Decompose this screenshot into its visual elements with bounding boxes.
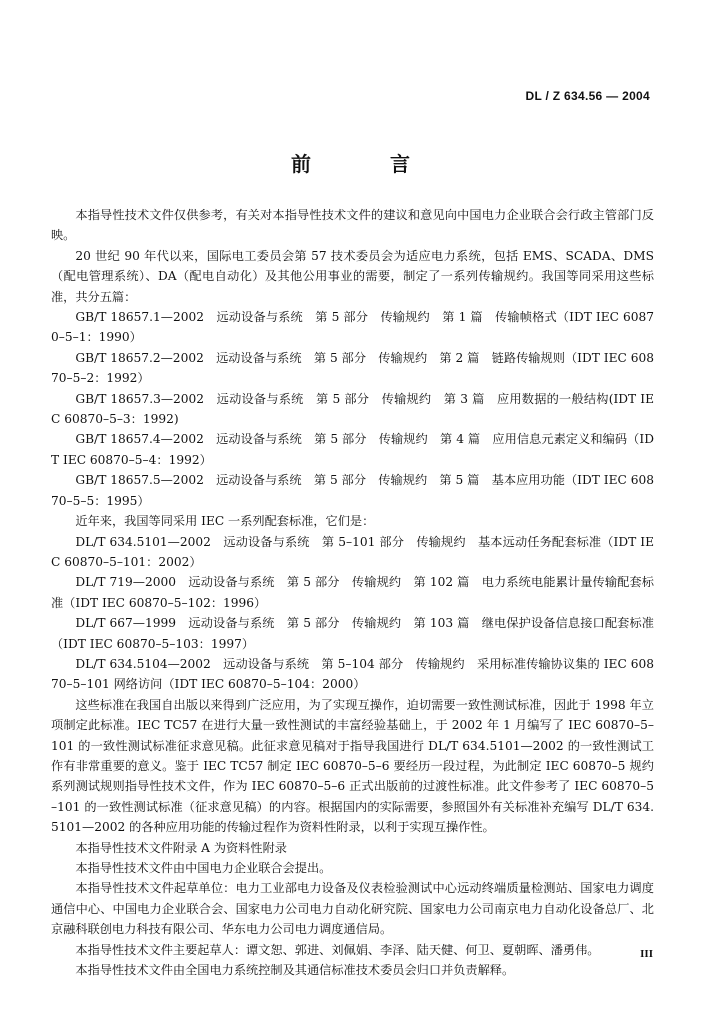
foreword-body [51, 205, 654, 980]
paragraph: GB/T 18657.3—2002 远动设备与系统 第 5 部分 传输规约 第 3 篇 应用数据的一般结构(IDT IEC 60870–5–3：1992) [51, 391, 654, 427]
document-code: DL / Z 634.56 — 2004 [525, 89, 650, 103]
paragraph: GB/T 18657.4—2002 远动设备与系统 第 5 部分 传输规约 第 4 篇 应用信息元素定义和编码（IDT IEC 60870–5–4：1992） [51, 432, 654, 467]
paragraph: DL/T 719—2000 远动设备与系统 第 5 部分 传输规约 第 102 篇 电力系统电能累计量传输配套标准（IDT IEC 60870–5–102：1996） [51, 575, 654, 610]
paragraph: 这些标准在我国自出版以来得到广泛应用，为了实现互操作，迫切需要一致性测试标准，因此于 1998 年立项制定此标准。IEC TC57 在进行大量一致性测试的丰富经验基础上，于 2002 年 1 月编写了 IEC 60870–5–101 的一致性测试标准征求意见稿。此征求意见稿对于指导我国进行 DL/T 634.5101—2002 的一致性测试工作有非常重要的意义。鉴于 IEC TC57 制定 IEC 60870–5–6 要经历一段过程，为此制定 IEC 60870–5 规约系列测试规则指导性技术文件，作为 IEC 60870–5–6 正式出版前的过渡性标准。此文件参考了 IEC 60870–5–101 的一致性测试标准（征求意见稿）的内容。根据国内的实际需要，参照国外有关标准补充编写 DL/T 634.5101—2002 的各种应用功能的传输过程作为资料性附录，以利于实现互操作性。 [51, 697, 654, 835]
paragraph: GB/T 18657.2—2002 远动设备与系统 第 5 部分 传输规约 第 2 篇 链路传输规则（IDT IEC 60870–5–2：1992） [51, 350, 654, 386]
paragraph: 本指导性技术文件由全国电力系统控制及其通信标准技术委员会归口并负责解释。 [75, 963, 515, 978]
paragraph: 本指导性技术文件起草单位：电力工业部电力设备及仪表检验测试中心远动终端质量检测站、国家电力调度通信中心、中国电力企业联合会、国家电力公司电力自动化研究院、国家电力公司南京电力自动化设备总厂、北京融科联创电力科技有限公司、华东电力公司电力调度通信局。 [51, 881, 654, 937]
paragraph: 本指导性技术文件仅供参考，有关对本指导性技术文件的建议和意见向中国电力企业联合会行政主管部门反映。 [51, 208, 654, 243]
paragraph: 本指导性技术文件由中国电力企业联合会提出。 [75, 861, 332, 875]
paragraph: GB/T 18657.1—2002 远动设备与系统 第 5 部分 传输规约 第 1 篇 传输帧格式（IDT IEC 60870–5–1：1990） [51, 310, 654, 345]
paragraph: DL/T 634.5101—2002 远动设备与系统 第 5–101 部分 传输规约 基本远动任务配套标准（IDT IEC 60870–5–101：2002） [51, 534, 654, 569]
paragraph: DL/T 667—1999 远动设备与系统 第 5 部分 传输规约 第 103 篇 继电保护设备信息接口配套标准（IDT IEC 60870–5–103：1997） [51, 616, 654, 651]
paragraph: 本指导性技术文件附录 A 为资料性附录 [75, 840, 287, 855]
paragraph: 20 世纪 90 年代以来，国际电工委员会第 57 技术委员会为适应电力系统，包括 EMS、SCADA、DMS（配电管理系统）、DA（配电自动化）及其他公用事业的需要，制定了一系列传输规约。我国等同采用这些标准，共分五篇： [51, 248, 654, 304]
paragraph: GB/T 18657.5—2002 远动设备与系统 第 5 部分 传输规约 第 5 篇 基本应用功能（IDT IEC 60870–5–5：1995） [51, 473, 654, 508]
paragraph: 本指导性技术文件主要起草人：谭文恕、郭进、刘佩娟、李泽、陆天健、何卫、夏朝晖、潘勇伟。 [75, 942, 600, 957]
page-title: 前 言 [291, 152, 446, 176]
paragraph: 近年来，我国等同采用 IEC 一系列配套标准，它们是： [75, 514, 375, 529]
paragraph: DL/T 634.5104—2002 远动设备与系统 第 5–104 部分 传输规约 采用标准传输协议集的 IEC 60870–5–101 网络访问（IDT IEC 60870–5–104：2000） [51, 656, 654, 692]
page-number: III [640, 948, 653, 960]
